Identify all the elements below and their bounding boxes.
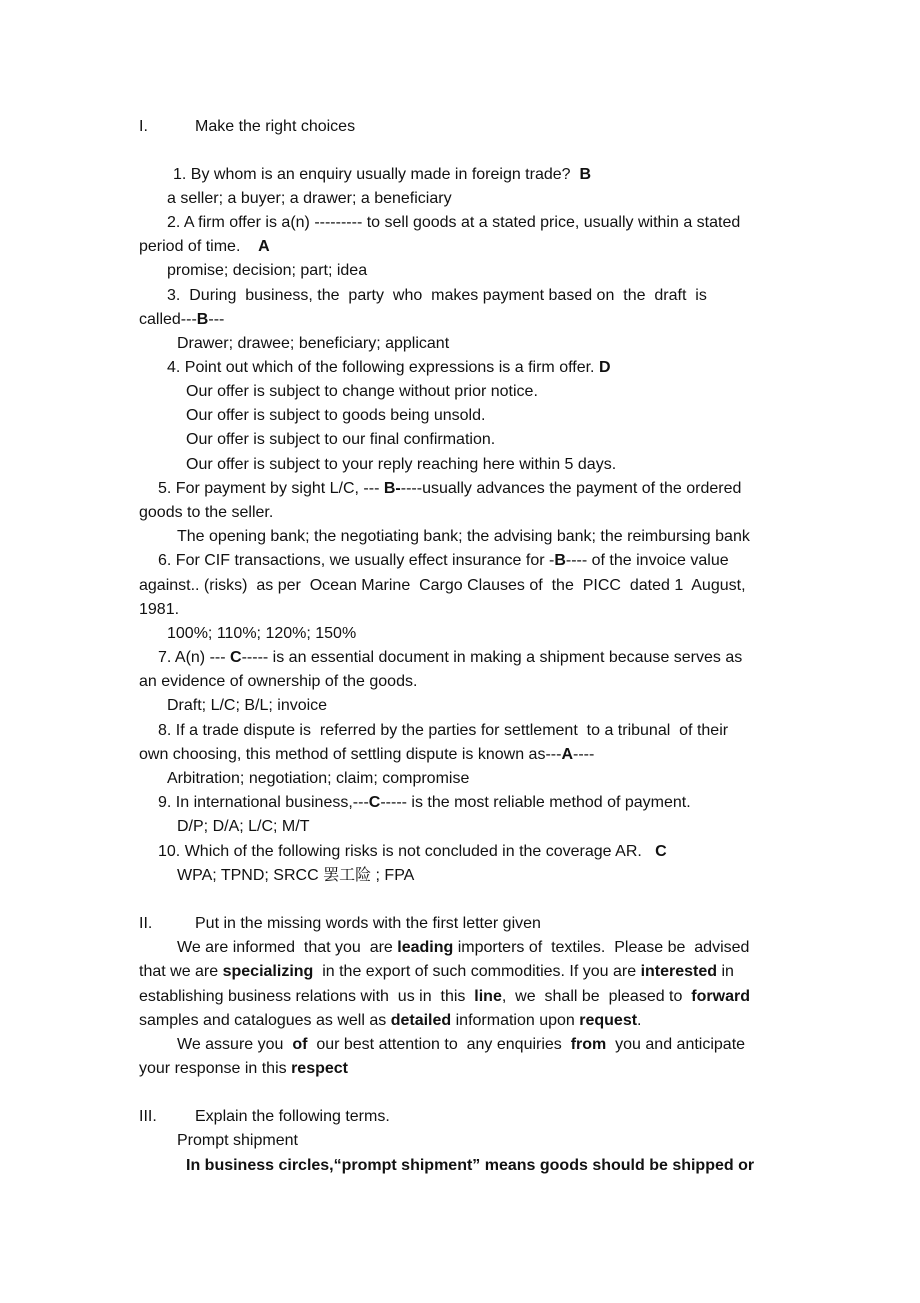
- section-3-title: Explain the following terms.: [195, 1108, 390, 1125]
- answer-from: from: [570, 1036, 607, 1053]
- section-1-number: I.: [139, 118, 148, 135]
- question-9-options: D/P; D/A; L/C; M/T: [177, 818, 310, 835]
- paragraph-2-line-2: your response in this respect: [139, 1060, 348, 1077]
- section-2-title: Put in the missing words with the first letter given: [195, 915, 541, 932]
- answer-interested: interested: [640, 963, 718, 980]
- answer-10: C: [655, 843, 667, 860]
- question-7-options: Draft; L/C; B/L; invoice: [167, 697, 328, 714]
- paragraph-1-line-2: that we are specializing in the export of such commodities. If you are interested in: [139, 963, 734, 980]
- question-7-line-1: 7. A(n) --- C----- is an essential document in making a shipment because serves as: [158, 649, 743, 666]
- question-9: 9. In international business,---C----- is the most reliable method of payment.: [158, 794, 691, 811]
- question-6-line-2: against.. (risks) as per Ocean Marine Cargo Clauses of the PICC dated 1 August,: [139, 577, 746, 594]
- answer-7: C: [230, 649, 242, 666]
- answer-of: of: [292, 1036, 308, 1053]
- question-6-line-1: 6. For CIF transactions, we usually effect insurance for -B---- of the invoice value: [158, 552, 729, 569]
- question-8-line-1: 8. If a trade dispute is referred by the parties for settlement to a tribunal of their: [158, 722, 729, 739]
- question-4: 4. Point out which of the following expressions is a firm offer. D: [167, 359, 611, 376]
- term-prompt-shipment: Prompt shipment: [177, 1132, 298, 1149]
- question-7-line-2: an evidence of ownership of the goods.: [139, 673, 418, 690]
- question-8-options: Arbitration; negotiation; claim; compromise: [167, 770, 470, 787]
- answer-detailed: detailed: [390, 1012, 452, 1029]
- question-4-option-2: Our offer is subject to goods being unsold.: [186, 407, 486, 424]
- answer-1: B: [579, 166, 591, 183]
- answer-specializing: specializing: [222, 963, 314, 980]
- paragraph-1-line-3: establishing business relations with us in this line, we shall be pleased to forward: [139, 988, 750, 1005]
- question-4-option-3: Our offer is subject to our final confirmation.: [186, 431, 496, 448]
- answer-8: A: [561, 746, 573, 763]
- question-3-options: Drawer; drawee; beneficiary; applicant: [177, 335, 450, 352]
- question-5-line-2: goods to the seller.: [139, 504, 274, 521]
- paragraph-1-line-1: We are informed that you are leading importers of textiles. Please be advised: [177, 939, 750, 956]
- question-2-line-2: period of time. A: [139, 238, 270, 255]
- question-5-options: The opening bank; the negotiating bank; the advising bank; the reimbursing bank: [177, 528, 750, 545]
- term-definition: In business circles,“prompt shipment” means goods should be shipped or: [186, 1157, 755, 1174]
- answer-line: line: [474, 988, 502, 1005]
- answer-9: C: [368, 794, 381, 811]
- answer-leading: leading: [397, 939, 454, 956]
- answer-respect: respect: [291, 1060, 348, 1077]
- question-3-line-2: called---B---: [139, 311, 225, 328]
- question-8-line-2: own choosing, this method of settling dispute is known as---A----: [139, 746, 595, 763]
- answer-3: B: [196, 311, 209, 328]
- question-1-options: a seller; a buyer; a drawer; a beneficiary: [167, 190, 452, 207]
- answer-5: B-: [383, 480, 401, 497]
- question-4-option-4: Our offer is subject to your reply reaching here within 5 days.: [186, 456, 617, 473]
- answer-6: B: [554, 552, 566, 569]
- question-2-line-1: 2. A firm offer is a(n) --------- to sell goods at a stated price, usually within a stated: [167, 214, 741, 231]
- question-6-options: 100%; 110%; 120%; 150%: [167, 625, 357, 642]
- section-3-number: III.: [139, 1108, 157, 1125]
- answer-2: A: [258, 238, 270, 255]
- question-10-options: WPA; TPND; SRCC 罢工险 ; FPA: [177, 867, 415, 884]
- question-3-line-1: 3. During business, the party who makes payment based on the draft is: [167, 287, 707, 304]
- answer-request: request: [579, 1012, 638, 1029]
- section-1-title: Make the right choices: [195, 118, 356, 135]
- answer-4: D: [598, 359, 611, 376]
- paragraph-1-line-4: samples and catalogues as well as detailed information upon request.: [139, 1012, 642, 1029]
- question-2-options: promise; decision; part; idea: [167, 262, 368, 279]
- answer-forward: forward: [691, 988, 750, 1005]
- question-1: 1. By whom is an enquiry usually made in foreign trade? B: [173, 166, 591, 183]
- section-2-number: II.: [139, 915, 153, 932]
- question-4-option-1: Our offer is subject to change without prior notice.: [186, 383, 538, 400]
- question-5-line-1: 5. For payment by sight L/C, --- B-----usually advances the payment of the ordered: [158, 480, 742, 497]
- question-10: 10. Which of the following risks is not concluded in the coverage AR. C: [158, 843, 667, 860]
- question-6-line-3: 1981.: [139, 601, 180, 618]
- paragraph-2-line-1: We assure you of our best attention to any enquiries from you and anticipate: [177, 1036, 746, 1053]
